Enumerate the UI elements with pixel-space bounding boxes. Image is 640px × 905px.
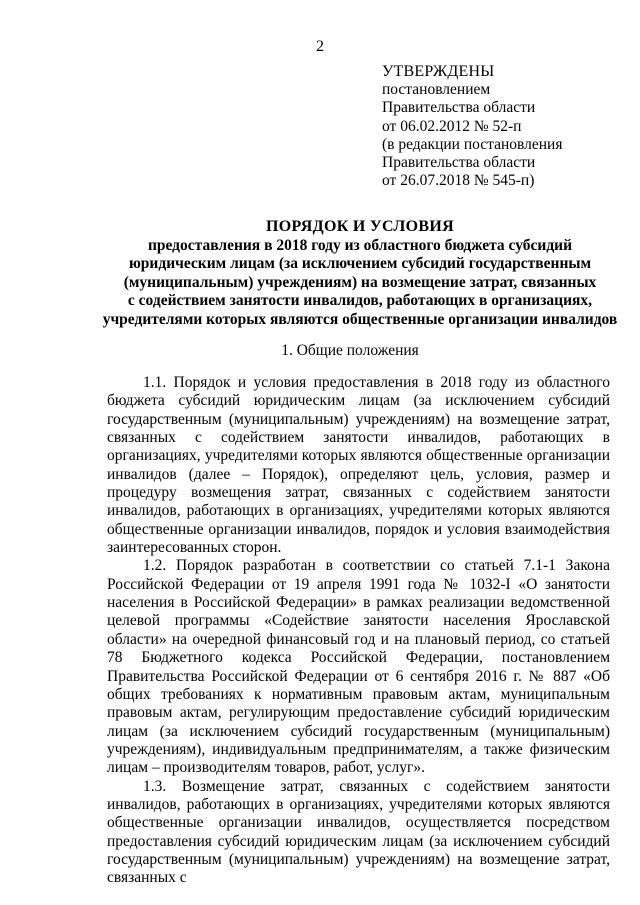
paragraph-1-2: 1.2. Порядок разработан в соответствии со статьей 7.1-1 Закона Российской Федерации от 19 апреля 1991 года № 1032-I «О занятости населения в Российской Федерации» в рамках реализации ведомственной целевой программы «Содействие занятости населения Ярославской области» на очередной финансовый год и на плановый период, со статьей 78 Бюджетного кодекса Российской Федерации, постановлением Правительства Российской Федерации от 6 сентября 2016 г. № 887 «Об общих требованиях к нормативным правовым актам, муниципальным правовым актам, регулирующим предоставление субсидий юридическим лицам (за исключением субсидий государственным (муниципальным) учреждениям), индивидуальным предпринимателям, а также физическим лицам – производителям товаров, работ, услуг». [107, 557, 610, 777]
title-line: учредителями которых являются общественные организации инвалидов [102, 310, 618, 328]
section-heading: 1. Общие положения [281, 342, 419, 359]
page-number: 2 [316, 38, 324, 55]
approval-heading: УТВЕРЖДЕНЫ [382, 63, 495, 80]
approval-line: (в редакции постановления [382, 135, 563, 153]
approval-line: постановлением [382, 81, 491, 99]
approval-line: от 06.02.2012 № 52-п [382, 117, 522, 135]
title-main: ПОРЯДОК И УСЛОВИЯ [266, 218, 454, 235]
title-line: (муниципальным) учреждениям) на возмещение затрат, связанных [123, 273, 597, 291]
paragraph-1-3: 1.3. Возмещение затрат, связанных с содействием занятости инвалидов, работающих в организациях, учредителями которых являются общественные организации инвалидов, осуществляется посредством предоставления субсидий юридическим лицам (за исключением субсидий государственным (муниципальным) учреждениям) на возмещение затрат, связанных с [107, 777, 610, 887]
approval-stamp [382, 63, 562, 190]
approval-line: Правительства области [382, 99, 536, 117]
document-title [100, 218, 620, 330]
document-body [107, 374, 610, 888]
approval-line: от 26.07.2018 № 545-п) [382, 172, 535, 190]
title-line: с содействием занятости инвалидов, работающих в организациях, [127, 292, 593, 310]
approval-line: Правительства области [382, 154, 536, 172]
paragraph-1-1: 1.1. Порядок и условия предоставления в 2018 году из областного бюджета субсидий юридическим лицам (за исключением субсидий государственным (муниципальным) учреждениям) на возмещение затрат, связанных с содействием занятости инвалидов, работающих в организациях, учредителями которых являются общественные организации инвалидов (далее – Порядок), определяют цель, условия, размер и процедуру возмещения затрат, связанных с содействием занятости инвалидов, работающих в организациях, учредителями которых являются общественные организации инвалидов, порядок и условия взаимодействия заинтересованных сторон. [107, 374, 610, 557]
title-line: юридическим лицам (за исключением субсидий государственным [128, 255, 592, 273]
title-line: предоставления в 2018 году из областного бюджета субсидий [147, 236, 573, 254]
